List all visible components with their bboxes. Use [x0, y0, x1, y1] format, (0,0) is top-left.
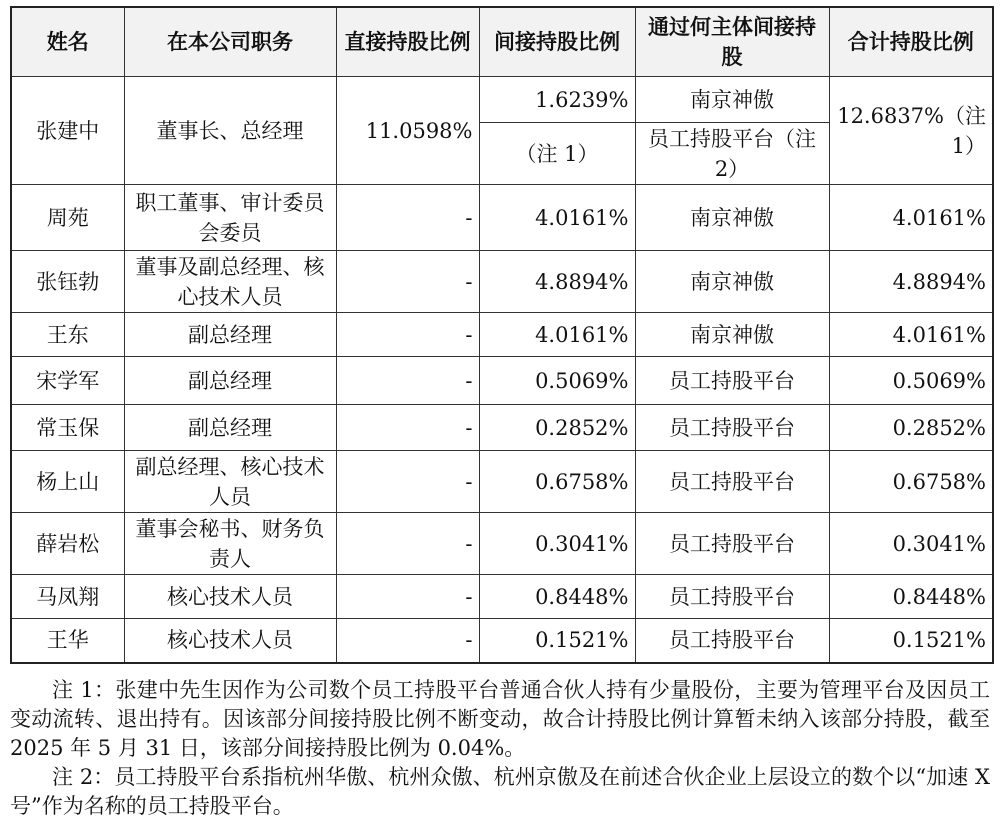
cell-name: 王东	[11, 313, 124, 357]
cell-direct-ratio: -	[336, 513, 479, 575]
table-row	[11, 513, 993, 575]
cell-position: 董事会秘书、财务负责人	[124, 513, 336, 575]
cell-indirect-ratio: 0.5069%	[479, 357, 635, 405]
table-row	[11, 357, 993, 405]
cell-indirect-ratio-note: （注 1）	[479, 123, 635, 185]
cell-name: 宋学军	[11, 357, 124, 405]
header-direct-ratio: 直接持股比例	[336, 7, 479, 77]
cell-indirect-entity: 员工持股平台	[635, 451, 829, 513]
table-row	[11, 77, 993, 123]
cell-name: 王华	[11, 619, 124, 663]
header-total-ratio: 合计持股比例	[829, 7, 993, 77]
note-2: 注 2：员工持股平台系指杭州华傲、杭州众傲、杭州京傲及在前述合伙企业上层设立的数个以“加速 X 号”作为名称的员工持股平台。	[10, 765, 990, 818]
cell-direct-ratio: -	[336, 619, 479, 663]
cell-total-ratio: 0.8448%	[829, 575, 993, 619]
cell-direct-ratio: -	[336, 405, 479, 451]
cell-name: 常玉保	[11, 405, 124, 451]
cell-indirect-entity: 员工持股平台	[635, 357, 829, 405]
cell-name: 周苑	[11, 185, 124, 251]
cell-name: 马凤翔	[11, 575, 124, 619]
cell-indirect-ratio: 1.6239%	[479, 77, 635, 123]
cell-total-ratio: 0.6758%	[829, 451, 993, 513]
header-name: 姓名	[11, 7, 124, 77]
cell-indirect-entity: 南京神傲	[635, 185, 829, 251]
cell-position: 董事长、总经理	[124, 77, 336, 185]
shareholding-table	[10, 6, 994, 664]
cell-position: 职工董事、审计委员会委员	[124, 185, 336, 251]
table-row	[11, 619, 993, 663]
header-indirect-entity: 通过何主体间接持股	[635, 7, 829, 77]
cell-position: 副总经理、核心技术人员	[124, 451, 336, 513]
note-1: 注 1：张建中先生因作为公司数个员工持股平台普通合伙人持有少量股份，主要为管理平台及因员工变动流转、退出持有。因该部分间接持股比例不断变动，故合计持股比例计算暂未纳入该部分持股，截至 2025 年 5 月 31 日，该部分间接持股比例为 0.04%。	[10, 678, 990, 760]
cell-direct-ratio: -	[336, 313, 479, 357]
cell-position: 副总经理	[124, 357, 336, 405]
cell-direct-ratio: -	[336, 575, 479, 619]
table-row	[11, 313, 993, 357]
cell-indirect-ratio: 0.8448%	[479, 575, 635, 619]
cell-name: 张钰勃	[11, 251, 124, 313]
cell-direct-ratio: 11.0598%	[336, 77, 479, 185]
cell-indirect-ratio: 0.2852%	[479, 405, 635, 451]
cell-indirect-entity: 南京神傲	[635, 251, 829, 313]
cell-name: 薛岩松	[11, 513, 124, 575]
cell-name: 杨上山	[11, 451, 124, 513]
cell-indirect-entity: 员工持股平台	[635, 575, 829, 619]
cell-position: 副总经理	[124, 313, 336, 357]
cell-position: 董事及副总经理、核心技术人员	[124, 251, 336, 313]
cell-total-ratio: 0.3041%	[829, 513, 993, 575]
cell-direct-ratio: -	[336, 251, 479, 313]
cell-indirect-ratio: 4.0161%	[479, 185, 635, 251]
cell-indirect-ratio: 4.0161%	[479, 313, 635, 357]
cell-name: 张建中	[11, 77, 124, 185]
cell-total-ratio: 4.0161%	[829, 185, 993, 251]
header-position: 在本公司职务	[124, 7, 336, 77]
cell-indirect-ratio: 0.3041%	[479, 513, 635, 575]
cell-total-ratio: 0.5069%	[829, 357, 993, 405]
cell-position: 副总经理	[124, 405, 336, 451]
cell-indirect-entity: 南京神傲	[635, 77, 829, 123]
table-row	[11, 405, 993, 451]
table-row	[11, 451, 993, 513]
cell-total-ratio: 0.2852%	[829, 405, 993, 451]
cell-direct-ratio: -	[336, 185, 479, 251]
cell-indirect-entity: 员工持股平台	[635, 405, 829, 451]
table-row	[11, 575, 993, 619]
table-row	[11, 251, 993, 313]
cell-indirect-ratio: 4.8894%	[479, 251, 635, 313]
table-row	[11, 185, 993, 251]
cell-indirect-ratio: 0.6758%	[479, 451, 635, 513]
cell-indirect-entity: 员工持股平台（注 2）	[635, 123, 829, 185]
cell-indirect-entity: 员工持股平台	[635, 513, 829, 575]
table-header-row	[11, 7, 993, 77]
header-indirect-ratio: 间接持股比例	[479, 7, 635, 77]
cell-indirect-entity: 员工持股平台	[635, 619, 829, 663]
notes	[10, 676, 990, 821]
cell-position: 核心技术人员	[124, 575, 336, 619]
cell-indirect-entity: 南京神傲	[635, 313, 829, 357]
cell-total-ratio: 12.6837%（注 1）	[829, 77, 993, 185]
cell-total-ratio: 0.1521%	[829, 619, 993, 663]
cell-position: 核心技术人员	[124, 619, 336, 663]
cell-total-ratio: 4.8894%	[829, 251, 993, 313]
cell-direct-ratio: -	[336, 451, 479, 513]
cell-direct-ratio: -	[336, 357, 479, 405]
cell-total-ratio: 4.0161%	[829, 313, 993, 357]
cell-indirect-ratio: 0.1521%	[479, 619, 635, 663]
